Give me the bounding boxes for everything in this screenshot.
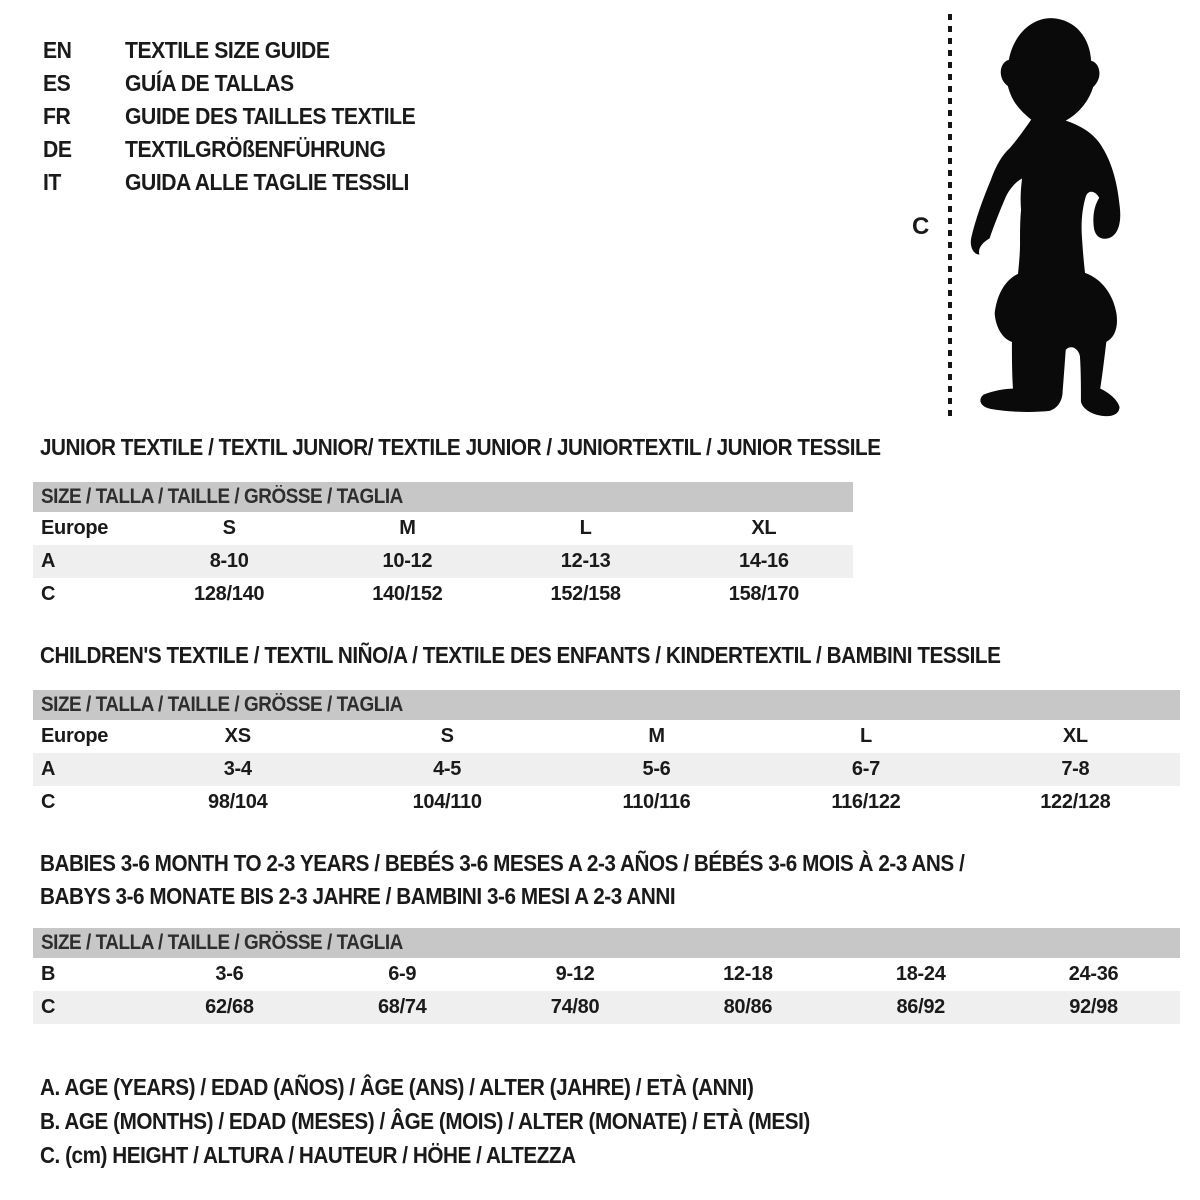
table-row-age [33,545,853,578]
height-cell: 104/110 [412,791,482,813]
size-header-bar [33,690,1180,720]
age-cell: 24-36 [1068,963,1119,985]
size-cell: M [648,725,665,747]
row-label: C [41,996,56,1018]
age-cell: 8-10 [209,550,249,572]
age-cell: 14-16 [739,550,789,572]
height-cell: 80/86 [723,996,773,1018]
table-row-height [33,786,1180,819]
height-measure-label: C [912,213,930,240]
age-cell: 12-13 [560,550,611,572]
language-title-block [43,34,441,199]
legend-text: B. AGE (MONTHS) / EDAD (MESES) / ÂGE (MOIS) / ALTER (MONATE) / ETÀ (MESI) [40,1107,810,1134]
age-cell: 10-12 [382,550,433,572]
age-cell: 18-24 [895,963,946,985]
age-cell: 12-18 [723,963,773,985]
language-row [43,34,441,67]
height-cell: 110/116 [622,791,691,813]
size-cell: XS [224,725,251,747]
language-row [43,100,441,133]
size-header-bar [33,928,1180,958]
age-cell: 9-12 [555,963,595,985]
row-label: Europe [41,725,109,747]
age-cell: 3-4 [223,758,252,780]
height-cell: 86/92 [896,996,945,1018]
legend-block [40,1070,895,1172]
height-cell: 68/74 [377,996,427,1018]
language-code: ES [43,70,71,96]
size-header-label: SIZE / TALLA / TAILLE / GRÖSSE / TAGLIA [41,485,403,508]
babies-size-table [33,928,1180,1024]
age-cell: 3-6 [215,963,244,985]
height-cell: 116/122 [831,791,901,813]
height-cell: 140/152 [372,583,443,605]
guide-title: GUÍA DE TALLAS [125,70,294,96]
legend-line-c [40,1138,895,1172]
row-label: C [41,791,56,813]
age-cell: 5-6 [642,758,671,780]
age-cell: 7-8 [1061,758,1090,780]
row-label: A [41,550,56,572]
row-label: Europe [41,517,109,539]
table-row-age [33,753,1180,786]
legend-line-a [40,1070,895,1104]
language-row [43,133,441,166]
guide-title: GUIDA ALLE TAGLIE TESSILI [125,169,409,195]
language-row [43,67,441,100]
language-code: EN [43,37,72,63]
language-row [43,166,441,199]
height-cell: 74/80 [550,996,600,1018]
row-label: C [41,583,56,605]
guide-title: GUIDE DES TAILLES TEXTILE [125,103,416,129]
children-section-heading: CHILDREN'S TEXTILE / TEXTIL NIÑO/A / TEXTILE DES ENFANTS / KINDERTEXTIL / BAMBINI TESSILE [40,642,1001,668]
junior-section-heading: JUNIOR TEXTILE / TEXTIL JUNIOR/ TEXTILE JUNIOR / JUNIORTEXTIL / JUNIOR TESSILE [40,434,881,460]
size-header-label: SIZE / TALLA / TAILLE / GRÖSSE / TAGLIA [41,931,403,954]
height-cell: 98/104 [208,791,268,813]
height-cell: 92/98 [1069,996,1118,1018]
size-cell: S [222,517,236,539]
legend-text: C. (cm) HEIGHT / ALTURA / HAUTEUR / HÖHE / ALTEZZA [40,1141,576,1168]
table-row-age-months [33,958,1180,991]
table-row-height [33,991,1180,1024]
height-cell: 62/68 [205,996,254,1018]
size-cell: L [859,725,872,747]
height-cell: 122/128 [1040,791,1111,813]
legend-line-b [40,1104,895,1138]
height-cell: 158/170 [728,583,799,605]
table-row-height [33,578,853,611]
guide-title: TEXTILGRÖßENFÜHRUNG [125,136,386,162]
size-cell: XL [751,517,777,539]
babies-section-heading-line2: BABYS 3-6 MONATE BIS 2-3 JAHRE / BAMBINI 3-6 MESI A 2-3 ANNI [40,883,676,909]
language-code: IT [43,169,61,195]
legend-text: A. AGE (YEARS) / EDAD (AÑOS) / ÂGE (ANS) / ALTER (JAHRE) / ETÀ (ANNI) [40,1073,754,1100]
size-cell: M [399,517,416,539]
table-row-europe [33,720,1180,753]
row-label: B [41,963,56,985]
height-cell: 152/158 [550,583,621,605]
age-cell: 6-7 [851,758,880,780]
language-code: DE [43,136,72,162]
size-cell: XL [1062,725,1088,747]
children-size-table [33,690,1180,819]
size-cell: L [579,517,592,539]
table-row-europe [33,512,853,545]
age-cell: 4-5 [433,758,462,780]
size-cell: S [440,725,454,747]
row-label: A [41,758,56,780]
toddler-silhouette-icon [960,12,1142,418]
height-measure-dashed-line [948,14,952,418]
junior-size-table [33,482,853,611]
age-cell: 6-9 [388,963,417,985]
guide-title: TEXTILE SIZE GUIDE [125,37,330,63]
babies-section-heading-line1: BABIES 3-6 MONTH TO 2-3 YEARS / BEBÉS 3-6 MESES A 2-3 AÑOS / BÉBÉS 3-6 MOIS À 2-3 ANS / [40,850,965,876]
size-header-bar [33,482,853,512]
language-code: FR [43,103,71,129]
size-header-label: SIZE / TALLA / TAILLE / GRÖSSE / TAGLIA [41,693,403,716]
height-cell: 128/140 [194,583,265,605]
